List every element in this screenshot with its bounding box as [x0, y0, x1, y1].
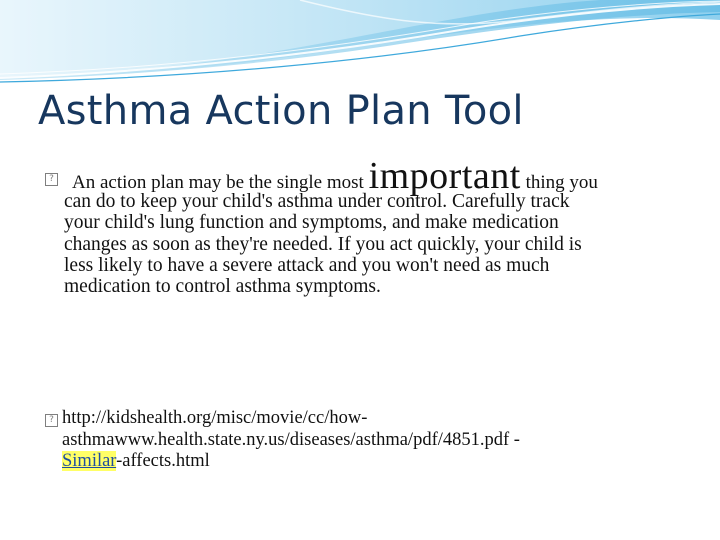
bullet1-body: can do to keep your child's asthma under control. Carefully track your child's lung function and symptoms, and make medication changes as soon as they're needed. If you act quickly, your child is less likely to have a severe attack and you won't need as much medication to control asthma symptoms. — [64, 191, 582, 298]
bullet1-tail: thing you — [520, 172, 598, 193]
similar-link[interactable]: Similar — [62, 451, 117, 471]
wingdings-bullet-icon: ? — [45, 414, 58, 427]
bullet2-line3 — [62, 451, 520, 473]
bullet2-line2: asthmawww.health.state.ny.us/diseases/asthma/pdf/4851.pdf - — [62, 429, 520, 450]
bullet2-line3-tail: -affects.html — [116, 451, 210, 471]
bullet2-reference — [62, 408, 520, 473]
wingdings-bullet-icon: ? — [45, 173, 58, 186]
bullet2-line1: http://kidshealth.org/misc/movie/cc/how- — [62, 408, 368, 428]
slide-title: Asthma Action Plan Tool — [38, 88, 524, 134]
decorative-wave-banner — [0, 0, 720, 90]
bullet1-emphasis: important — [368, 155, 521, 197]
bullet1-lead: An action plan may be the single most — [72, 172, 369, 193]
